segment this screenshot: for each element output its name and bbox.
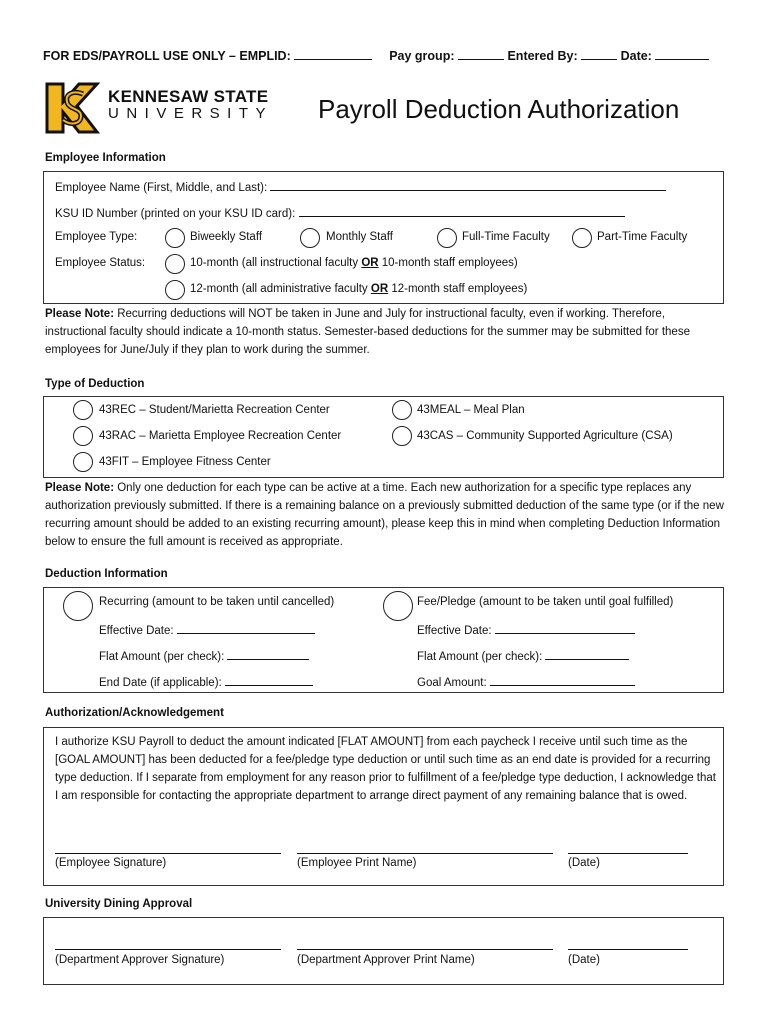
dining-approval-box xyxy=(43,917,724,985)
meal-label: 43MEAL – Meal Plan xyxy=(417,404,525,416)
recurring-radio[interactable] xyxy=(63,591,93,621)
approver-signature-label: (Department Approver Signature) xyxy=(55,954,225,966)
ksu-logo-mark xyxy=(43,80,101,136)
note-recurring-deductions xyxy=(45,305,725,359)
ksu-id-field[interactable] xyxy=(299,205,625,217)
note-one-deduction xyxy=(45,479,725,551)
note1-text: Recurring deductions will NOT be taken in June and July for instructional faculty, even if working. Therefore, instructional faculty should indicate a 10-month status. Semester-based deductions for the summer may be submitted for these employees for June/July if they plan to work during the summer. xyxy=(45,308,690,356)
monthly-staff-radio[interactable] xyxy=(300,228,320,248)
recurring-end-field[interactable] xyxy=(225,674,313,686)
deduction-type-heading: Type of Deduction xyxy=(45,378,145,390)
header-date-field[interactable] xyxy=(655,48,709,60)
employee-date-line[interactable] xyxy=(568,853,688,854)
logo-name-line1: KENNESAW STATE xyxy=(108,87,269,106)
fee-effective-row xyxy=(417,622,635,637)
recurring-effective-field[interactable] xyxy=(177,622,315,634)
ksu-id-label: KSU ID Number (printed on your KSU ID card): xyxy=(55,208,296,220)
approver-print-name-label: (Department Approver Print Name) xyxy=(297,954,475,966)
employee-type-label: Employee Type: xyxy=(55,231,138,243)
employee-print-name-line[interactable] xyxy=(297,853,553,854)
twelve-month-text-a: 12-month (all administrative faculty xyxy=(190,283,371,295)
pay-group-field[interactable] xyxy=(458,48,504,60)
recurring-effective-label: Effective Date: xyxy=(99,625,174,637)
twelve-month-label xyxy=(190,283,527,295)
recurring-end-row xyxy=(99,674,313,689)
twelve-month-text-b: 12-month staff employees) xyxy=(388,283,528,295)
deduction-info-heading: Deduction Information xyxy=(45,568,168,580)
employee-status-label: Employee Status: xyxy=(55,257,146,269)
approver-signature-line[interactable] xyxy=(55,949,281,950)
rec-label: 43REC – Student/Marietta Recreation Center xyxy=(99,404,330,416)
cas-radio[interactable] xyxy=(392,426,412,446)
fit-label: 43FIT – Employee Fitness Center xyxy=(99,456,271,468)
header-date-label: Date: xyxy=(620,49,652,63)
ten-month-label xyxy=(190,257,518,269)
employee-name-field[interactable] xyxy=(270,179,666,191)
full-time-faculty-label: Full-Time Faculty xyxy=(462,231,550,243)
fee-flat-label: Flat Amount (per check): xyxy=(417,651,543,663)
ten-month-text-b: 10-month staff employees) xyxy=(378,257,518,269)
fee-pledge-label: Fee/Pledge (amount to be taken until goal fulfilled) xyxy=(417,596,674,608)
fee-goal-row xyxy=(417,674,635,689)
full-time-faculty-radio[interactable] xyxy=(437,228,457,248)
fee-goal-field[interactable] xyxy=(490,674,635,686)
fee-flat-field[interactable] xyxy=(545,648,629,660)
twelve-month-or: OR xyxy=(370,283,389,295)
approver-date-label: (Date) xyxy=(568,954,600,966)
approver-date-line[interactable] xyxy=(568,949,688,950)
emplid-label: FOR EDS/PAYROLL USE ONLY – EMPLID: xyxy=(43,49,291,63)
part-time-faculty-radio[interactable] xyxy=(572,228,592,248)
form-title: Payroll Deduction Authorization xyxy=(318,94,680,124)
part-time-faculty-label: Part-Time Faculty xyxy=(597,231,688,243)
ksu-id-row xyxy=(55,205,625,220)
twelve-month-radio[interactable] xyxy=(165,280,185,300)
employee-print-name-label: (Employee Print Name) xyxy=(297,857,417,869)
rac-label: 43RAC – Marietta Employee Recreation Center xyxy=(99,430,342,442)
fee-effective-label: Effective Date: xyxy=(417,625,492,637)
biweekly-staff-label: Biweekly Staff xyxy=(190,231,263,243)
employee-name-row xyxy=(55,179,666,194)
monthly-staff-label: Monthly Staff xyxy=(326,231,393,243)
biweekly-staff-radio[interactable] xyxy=(165,228,185,248)
authorization-text: I authorize KSU Payroll to deduct the amount indicated [FLAT AMOUNT] from each paycheck I receive until such time as the [GOAL AMOUNT] has been deducted for a fee/pledge type deduction or until such time as an end date is provided for a recurring type deduction. If I separate from employment for any reason prior to fulfillment of a fee/pledge type deduction, I acknowledge that I am responsible for contacting the appropriate department to arrange direct payment of any remaining balance that is owed. xyxy=(55,736,716,802)
rac-radio[interactable] xyxy=(73,426,93,446)
recurring-flat-row xyxy=(99,648,309,663)
recurring-effective-row xyxy=(99,622,315,637)
ten-month-text-a: 10-month (all instructional faculty xyxy=(190,257,362,269)
employee-info-heading: Employee Information xyxy=(45,152,166,164)
employee-signature-line[interactable] xyxy=(55,853,281,854)
rec-radio[interactable] xyxy=(73,400,93,420)
employee-name-label: Employee Name (First, Middle, and Last): xyxy=(55,182,268,194)
fee-pledge-radio[interactable] xyxy=(383,591,413,621)
pay-group-label: Pay group: xyxy=(389,49,455,63)
eds-use-only-line xyxy=(43,48,709,63)
recurring-flat-field[interactable] xyxy=(227,648,309,660)
emplid-field[interactable] xyxy=(294,48,372,60)
note2-label: Please Note: xyxy=(45,482,115,494)
entered-by-field[interactable] xyxy=(581,48,617,60)
employee-signature-label: (Employee Signature) xyxy=(55,857,167,869)
recurring-flat-label: Flat Amount (per check): xyxy=(99,651,225,663)
approver-print-name-line[interactable] xyxy=(297,949,553,950)
logo-name-line2: UNIVERSITY xyxy=(108,105,274,122)
fit-radio[interactable] xyxy=(73,452,93,472)
ten-month-radio[interactable] xyxy=(165,254,185,274)
authorization-heading: Authorization/Acknowledgement xyxy=(45,707,224,719)
fee-effective-field[interactable] xyxy=(495,622,635,634)
entered-by-label: Entered By: xyxy=(507,49,578,63)
note2-text: Only one deduction for each type can be active at a time. Each new authorization for a specific type replaces any authorization previously submitted. If there is a remaining balance on a previously submitted deduction of the same type (or if the new recurring amount should be added to an existing recurring amount), please keep this in mind when completing Deduction Information below to ensure the full amount is received as appropriate. xyxy=(45,482,724,548)
recurring-end-label: End Date (if applicable): xyxy=(99,677,222,689)
dining-approval-heading: University Dining Approval xyxy=(45,898,193,910)
ten-month-or: OR xyxy=(361,257,379,269)
fee-goal-label: Goal Amount: xyxy=(417,677,487,689)
employee-date-label: (Date) xyxy=(568,857,600,869)
recurring-label: Recurring (amount to be taken until cancelled) xyxy=(99,596,335,608)
meal-radio[interactable] xyxy=(392,400,412,420)
fee-flat-row xyxy=(417,648,629,663)
note1-label: Please Note: xyxy=(45,308,115,320)
cas-label: 43CAS – Community Supported Agriculture (CSA) xyxy=(417,430,673,442)
